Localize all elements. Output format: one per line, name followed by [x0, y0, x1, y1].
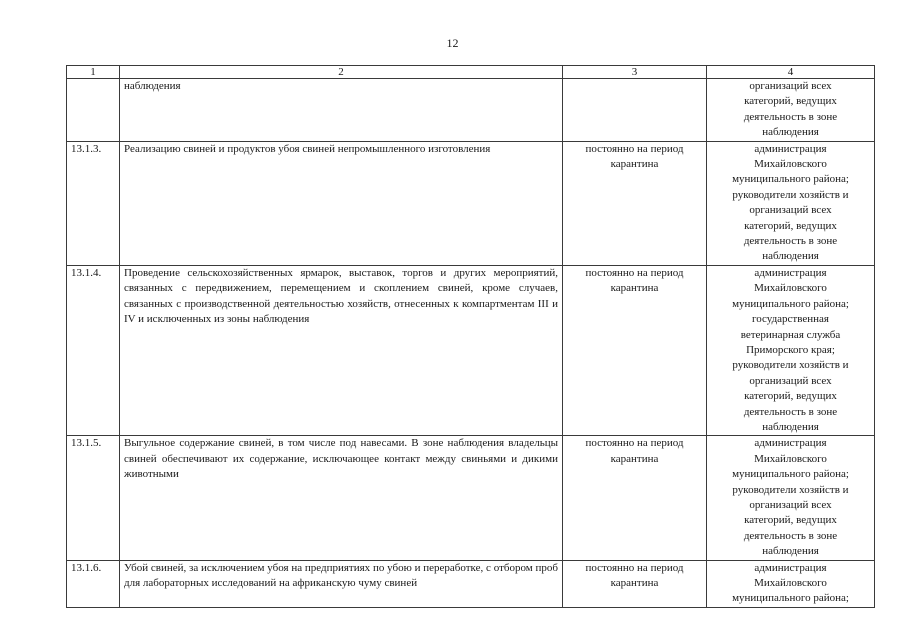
table-row: [67, 560, 875, 607]
responsible-cell: [707, 79, 875, 142]
term-line: постоянно на период: [585, 437, 684, 450]
measure-description: Реализацию свиней и продуктов убоя свиней непромышленного изготовления: [120, 141, 563, 265]
responsible-cell: [707, 560, 875, 607]
responsible-line: Михайловского: [754, 452, 827, 465]
term-line: карантина: [610, 158, 659, 171]
responsible-line: наблюдения: [762, 545, 819, 558]
table-header-row: [67, 66, 875, 79]
term-cell: [563, 265, 707, 435]
table-row: [67, 265, 875, 435]
table-row: [67, 436, 875, 560]
responsible-line: государственная: [752, 313, 829, 326]
responsible-line: муниципального района;: [732, 173, 849, 186]
item-number: 13.1.5.: [67, 436, 120, 560]
responsible-cell: [707, 141, 875, 265]
term-cell: [563, 560, 707, 607]
responsible-line: деятельность в зоне: [743, 529, 838, 542]
term-line: постоянно на период: [585, 142, 684, 155]
responsible-line: Михайловского: [754, 158, 827, 171]
responsible-line: категорий, ведущих: [744, 390, 837, 403]
term-line: карантина: [610, 577, 659, 589]
responsible-line: категорий, ведущих: [744, 219, 837, 232]
item-number: 13.1.3.: [67, 141, 120, 265]
measure-description: Проведение сельскохозяйственных ярмарок, выставок, торгов и других мероприятий, связанных с передвижением, перемещением и скоплением свиней, кроме случаев, связанных с производственной деятельностью хозяйств, отнесенных к компартментам III и IV и исключенных из зоны наблюдения: [120, 265, 563, 435]
term-line: карантина: [610, 452, 659, 465]
measure-description: Убой свиней, за исключением убоя на предприятиях по убою и переработке, с отбором проб для лабораторных исследований на африканскую чуму свиней: [120, 560, 563, 607]
responsible-line: руководители хозяйств и: [732, 359, 849, 372]
responsible-line: администрация: [754, 142, 827, 155]
responsible-line: руководители хозяйств и: [732, 483, 849, 496]
responsible-line: муниципального района;: [732, 297, 849, 310]
measure-description: наблюдения: [120, 79, 563, 142]
column-header-4: 4: [707, 66, 875, 79]
responsible-line: Приморского края;: [746, 343, 835, 356]
measures-table: [66, 65, 875, 608]
responsible-line: наблюдения: [762, 420, 819, 433]
term-line: постоянно на период: [585, 561, 684, 574]
responsible-cell: [707, 436, 875, 560]
term-cell: [563, 436, 707, 560]
term-line: постоянно на период: [585, 266, 684, 279]
measure-description: Выгульное содержание свиней, в том числе под навесами. В зоне наблюдения владельцы свиней обеспечивают их содержание, исключающее контакт между свиньями и дикими животными: [120, 436, 563, 560]
term-cell: [563, 79, 707, 142]
column-header-2: 2: [120, 66, 563, 79]
responsible-cell: [707, 265, 875, 435]
page-number: 12: [446, 36, 459, 50]
table-row: [67, 79, 875, 142]
responsible-line: категорий, ведущих: [744, 95, 837, 108]
responsible-line: организаций всех: [749, 374, 832, 387]
responsible-line: руководители хозяйств и: [732, 188, 849, 201]
responsible-line: администрация: [754, 437, 827, 450]
item-number: 13.1.6.: [67, 560, 120, 607]
responsible-line: муниципального района;: [732, 468, 849, 481]
term-line: карантина: [610, 282, 659, 295]
responsible-line: организаций всех: [749, 204, 832, 217]
term-cell: [563, 141, 707, 265]
responsible-line: муниципального района;: [732, 592, 849, 605]
responsible-line: наблюдения: [762, 250, 819, 263]
responsible-line: категорий, ведущих: [744, 514, 837, 527]
responsible-line: администрация: [754, 266, 827, 279]
responsible-line: деятельность в зоне: [743, 235, 838, 248]
item-number: [67, 79, 120, 142]
responsible-line: наблюдения: [762, 126, 819, 139]
responsible-line: деятельность в зоне: [743, 405, 838, 418]
item-number: 13.1.4.: [67, 265, 120, 435]
column-header-3: 3: [563, 66, 707, 79]
responsible-line: ветеринарная служба: [740, 328, 841, 341]
responsible-line: организаций всех: [749, 80, 832, 92]
table-row: [67, 141, 875, 265]
responsible-line: Михайловского: [754, 577, 827, 589]
responsible-line: организаций всех: [749, 498, 832, 511]
responsible-line: администрация: [754, 561, 827, 574]
responsible-line: деятельность в зоне: [743, 110, 838, 123]
responsible-line: Михайловского: [754, 282, 827, 295]
column-header-1: 1: [67, 66, 120, 79]
